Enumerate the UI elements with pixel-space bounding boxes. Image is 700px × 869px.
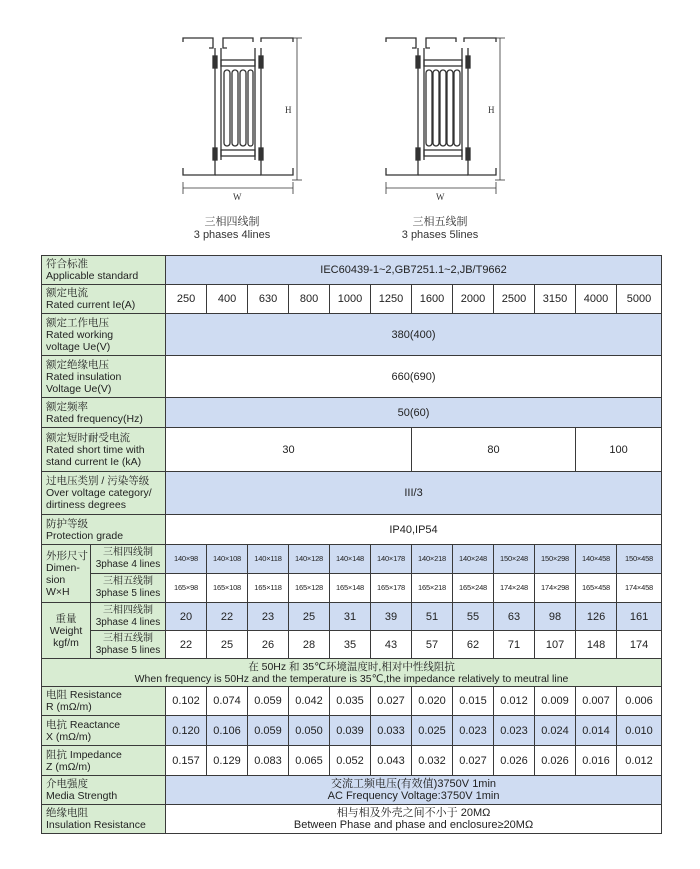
weight-value: 23 — [248, 603, 289, 631]
reactance-value: 0.039 — [330, 716, 371, 746]
current-value: 3150 — [535, 285, 576, 314]
table-row-dimension-5-lines — [42, 574, 662, 603]
reactance-value: 0.023 — [453, 716, 494, 746]
current-value: 1600 — [412, 285, 453, 314]
label-short-time-current: 额定短时耐受电流 Rated short time with stand current Ie (kA) — [42, 428, 166, 472]
dimension-value: 165×248 — [453, 574, 494, 603]
current-value: 4000 — [576, 285, 617, 314]
value-applicable-standard: IEC60439-1~2,GB7251.1~2,JB/T9662 — [166, 256, 662, 285]
dimension-value: 140×178 — [371, 545, 412, 574]
impedance-value: 0.083 — [248, 746, 289, 776]
weight-value: 98 — [535, 603, 576, 631]
reactance-value: 0.033 — [371, 716, 412, 746]
table-row-impedance-note — [42, 659, 662, 687]
dimension-value: 140×108 — [207, 545, 248, 574]
dimension-value: 140×128 — [289, 545, 330, 574]
label-insulation-resistance: 绝缘电阻 Insulation Resistance — [42, 805, 166, 834]
weight-value: 43 — [371, 631, 412, 659]
value-insulation-voltage: 660(690) — [166, 356, 662, 398]
caption-cn: 三相五线制 — [412, 216, 468, 228]
label-dimension-4-lines: 三相四线制 3phase 4 lines — [91, 545, 166, 574]
weight-value: 31 — [330, 603, 371, 631]
resistance-value: 0.009 — [535, 687, 576, 716]
resistance-value: 0.015 — [453, 687, 494, 716]
impedance-value: 0.026 — [494, 746, 535, 776]
value-short-time-80: 80 — [412, 428, 576, 472]
dimension-value: 150×248 — [494, 545, 535, 574]
resistance-value: 0.012 — [494, 687, 535, 716]
table-row-overvoltage — [42, 472, 662, 515]
impedance-note: 在 50Hz 和 35℃环境温度时,相对中性线阻抗 When frequency is 50Hz and the temperature is 35℃,the impedance relatively to meutral line — [42, 659, 662, 687]
weight-value: 161 — [617, 603, 662, 631]
resistance-value: 0.020 — [412, 687, 453, 716]
table-row-rated-current — [42, 285, 662, 314]
value-media-strength: 交流工频电压(有效值)3750V 1min AC Frequency Voltage:3750V 1min — [166, 776, 662, 805]
dimension-value: 140×148 — [330, 545, 371, 574]
reactance-value: 0.059 — [248, 716, 289, 746]
height-dimension-label: H — [285, 105, 292, 115]
value-overvoltage: III/3 — [166, 472, 662, 515]
weight-value: 107 — [535, 631, 576, 659]
weight-value: 71 — [494, 631, 535, 659]
dimension-value: 165×128 — [289, 574, 330, 603]
current-value: 250 — [166, 285, 207, 314]
resistance-value: 0.059 — [248, 687, 289, 716]
resistance-value: 0.042 — [289, 687, 330, 716]
current-value: 2500 — [494, 285, 535, 314]
reactance-value: 0.024 — [535, 716, 576, 746]
current-value: 5000 — [617, 285, 662, 314]
weight-value: 174 — [617, 631, 662, 659]
label-weight-5-lines: 三相五线制 3phase 5 lines — [91, 631, 166, 659]
impedance-value: 0.065 — [289, 746, 330, 776]
dimension-value: 140×218 — [412, 545, 453, 574]
caption-en: 3 phases 4lines — [193, 229, 271, 241]
resistance-value: 0.035 — [330, 687, 371, 716]
dimension-value: 140×458 — [576, 545, 617, 574]
dimension-value: 140×248 — [453, 545, 494, 574]
current-value: 2000 — [453, 285, 494, 314]
weight-value: 63 — [494, 603, 535, 631]
dimension-value: 150×298 — [535, 545, 576, 574]
weight-value: 62 — [453, 631, 494, 659]
weight-value: 22 — [166, 631, 207, 659]
label-protection-grade: 防护等级 Protection grade — [42, 515, 166, 545]
label-impedance: 阻抗 Impedance Z (mΩ/m) — [42, 746, 166, 776]
dimension-value: 165×148 — [330, 574, 371, 603]
weight-value: 25 — [207, 631, 248, 659]
caption-en: 3 phases 5lines — [401, 229, 479, 241]
impedance-value: 0.027 — [453, 746, 494, 776]
impedance-value: 0.026 — [535, 746, 576, 776]
table-row-resistance — [42, 687, 662, 716]
resistance-value: 0.006 — [617, 687, 662, 716]
weight-value: 39 — [371, 603, 412, 631]
impedance-value: 0.052 — [330, 746, 371, 776]
dimension-value: 140×118 — [248, 545, 289, 574]
busway-cross-section-drawing — [175, 0, 305, 215]
label-resistance: 电阻 Resistance R (mΩ/m) — [42, 687, 166, 716]
value-working-voltage: 380(400) — [166, 314, 662, 356]
weight-value: 28 — [289, 631, 330, 659]
table-row-working-voltage — [42, 314, 662, 356]
impedance-value: 0.032 — [412, 746, 453, 776]
resistance-value: 0.027 — [371, 687, 412, 716]
weight-value: 22 — [207, 603, 248, 631]
current-value: 1250 — [371, 285, 412, 314]
width-dimension-label: W — [436, 192, 445, 202]
reactance-value: 0.014 — [576, 716, 617, 746]
label-reactance: 电抗 Reactance X (mΩ/m) — [42, 716, 166, 746]
dimension-value: 140×98 — [166, 545, 207, 574]
caption-cn: 三相四线制 — [204, 216, 260, 228]
table-row-weight-5-lines — [42, 631, 662, 659]
label-rated-frequency: 额定频率 Rated frequency(Hz) — [42, 398, 166, 428]
table-row-dimension-4-lines — [42, 545, 662, 574]
label-applicable-standard: 符合标准 Applicable standard — [42, 256, 166, 285]
weight-value: 148 — [576, 631, 617, 659]
dimension-value: 165×458 — [576, 574, 617, 603]
label-media-strength: 介电强度 Media Strength — [42, 776, 166, 805]
specification-table — [41, 255, 662, 834]
dimension-value: 165×218 — [412, 574, 453, 603]
caption-4-lines — [172, 216, 292, 242]
weight-value: 55 — [453, 603, 494, 631]
label-weight: 重量 Weight kgf/m — [42, 603, 91, 659]
weight-value: 35 — [330, 631, 371, 659]
resistance-value: 0.007 — [576, 687, 617, 716]
impedance-value: 0.129 — [207, 746, 248, 776]
label-weight-4-lines: 三相四线制 3phase 4 lines — [91, 603, 166, 631]
impedance-value: 0.043 — [371, 746, 412, 776]
weight-value: 126 — [576, 603, 617, 631]
value-insulation-resistance: 相与相及外壳之间不小于 20MΩ Between Phase and phase and enclosure≥20MΩ — [166, 805, 662, 834]
table-row-protection-grade — [42, 515, 662, 545]
table-row-media-strength — [42, 776, 662, 805]
current-value: 400 — [207, 285, 248, 314]
dimension-value: 174×248 — [494, 574, 535, 603]
table-row-insulation-voltage — [42, 356, 662, 398]
busway-cross-section-drawing — [378, 0, 508, 215]
diagram-3-phase-5-lines — [378, 0, 508, 215]
table-row-short-time-current — [42, 428, 662, 472]
current-value: 1000 — [330, 285, 371, 314]
weight-value: 25 — [289, 603, 330, 631]
reactance-value: 0.120 — [166, 716, 207, 746]
resistance-value: 0.074 — [207, 687, 248, 716]
weight-value: 51 — [412, 603, 453, 631]
dimension-value: 174×458 — [617, 574, 662, 603]
table-row-insulation-resistance — [42, 805, 662, 834]
weight-value: 57 — [412, 631, 453, 659]
reactance-value: 0.025 — [412, 716, 453, 746]
value-protection-grade: IP40,IP54 — [166, 515, 662, 545]
value-short-time-30: 30 — [166, 428, 412, 472]
weight-value: 26 — [248, 631, 289, 659]
reactance-value: 0.023 — [494, 716, 535, 746]
weight-value: 20 — [166, 603, 207, 631]
reactance-value: 0.010 — [617, 716, 662, 746]
impedance-value: 0.016 — [576, 746, 617, 776]
resistance-value: 0.102 — [166, 687, 207, 716]
value-short-time-100: 100 — [576, 428, 662, 472]
height-dimension-label: H — [488, 105, 495, 115]
dimension-value: 165×118 — [248, 574, 289, 603]
table-row-weight-4-lines — [42, 603, 662, 631]
reactance-value: 0.106 — [207, 716, 248, 746]
width-dimension-label: W — [233, 192, 242, 202]
table-row-impedance — [42, 746, 662, 776]
label-rated-current: 额定电流 Rated current Ie(A) — [42, 285, 166, 314]
label-rated-insulation-voltage: 额定绝缘电压 Rated insulation Voltage Ue(V) — [42, 356, 166, 398]
dimension-value: 165×108 — [207, 574, 248, 603]
label-overvoltage-category: 过电压类别 / 污染等级 Over voltage category/ dirtiness degrees — [42, 472, 166, 515]
table-row-frequency — [42, 398, 662, 428]
current-value: 800 — [289, 285, 330, 314]
caption-5-lines — [380, 216, 500, 242]
diagram-3-phase-4-lines — [175, 0, 305, 215]
table-row-reactance — [42, 716, 662, 746]
current-value: 630 — [248, 285, 289, 314]
dimension-value: 165×178 — [371, 574, 412, 603]
table-row-standard — [42, 256, 662, 285]
impedance-value: 0.157 — [166, 746, 207, 776]
value-frequency: 50(60) — [166, 398, 662, 428]
dimension-value: 174×298 — [535, 574, 576, 603]
label-dimension: 外形尺寸 Dimen- sion W×H — [42, 545, 91, 603]
dimension-value: 165×98 — [166, 574, 207, 603]
reactance-value: 0.050 — [289, 716, 330, 746]
dimension-value: 150×458 — [617, 545, 662, 574]
label-rated-working-voltage: 额定工作电压 Rated working voltage Ue(V) — [42, 314, 166, 356]
impedance-value: 0.012 — [617, 746, 662, 776]
label-dimension-5-lines: 三相五线制 3phase 5 lines — [91, 574, 166, 603]
